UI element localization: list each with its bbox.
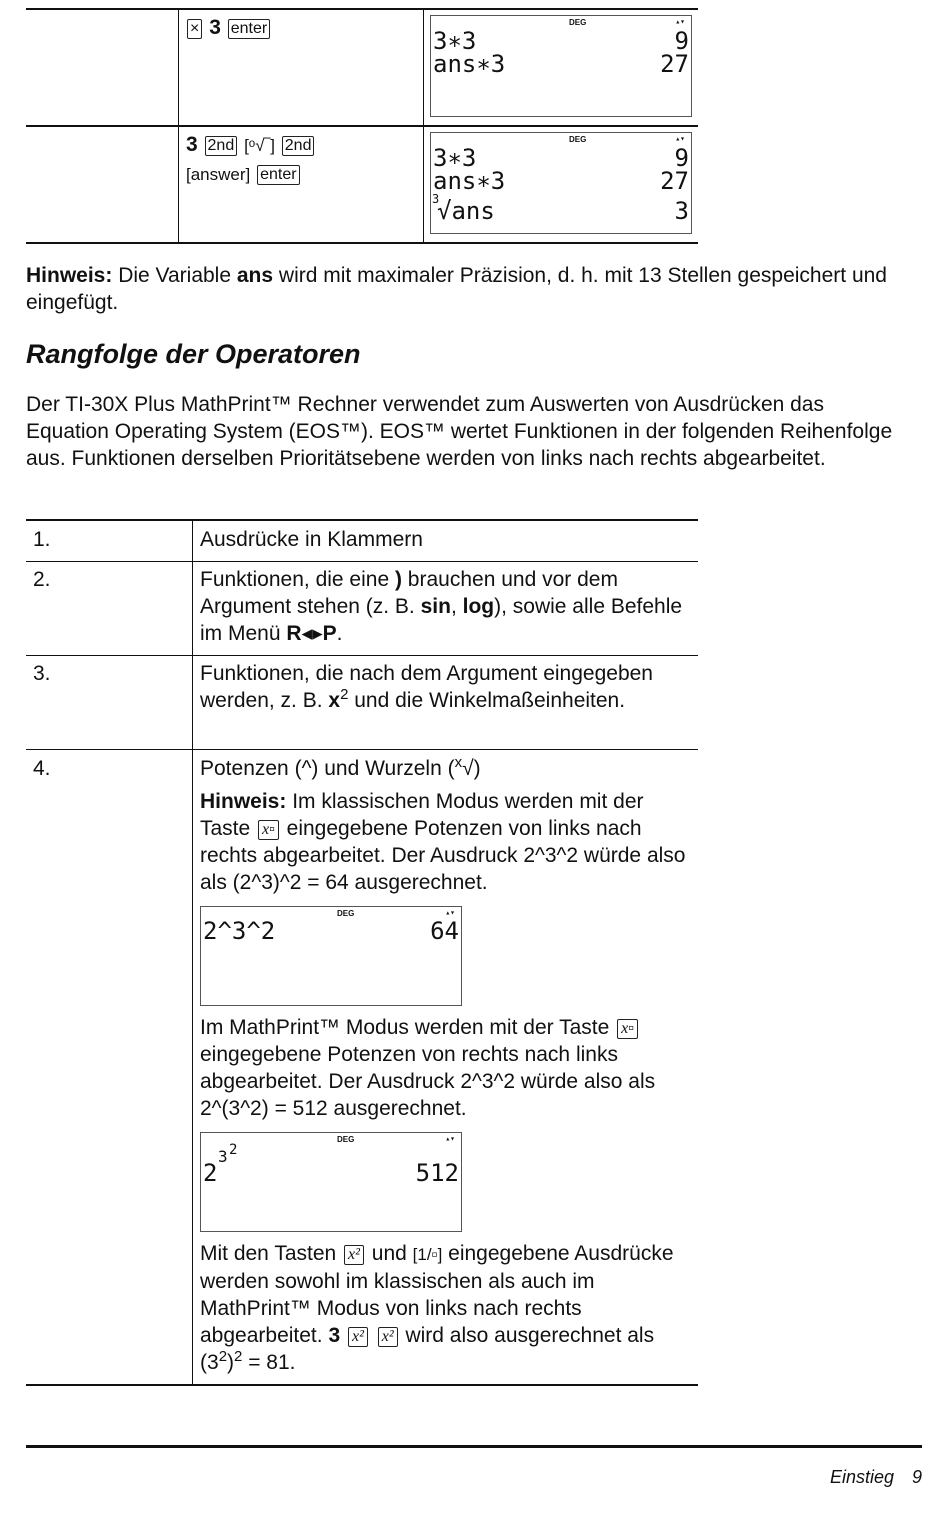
text-fragment: Im MathPrint™ Modus werden mit der Taste (200, 1016, 616, 1039)
text-fragment: Im klassischen Modus werden mit der Taste (200, 790, 644, 840)
deg-indicator: DEG (337, 909, 355, 918)
text-fragment: und die Winkelmaßeinheiten. (348, 689, 626, 712)
text-fragment: Funktionen, die eine (200, 568, 395, 591)
scroll-arrows-icon: ▴▾ (675, 17, 685, 26)
intro-paragraph: Der TI-30X Plus MathPrint™ Rechner verwendet zum Auswerten von Ausdrücken das Equation Operating System (EOS™). EOS™ wertet Funktionen in der folgenden Reihenfolge aus. Funktionen derselben Prioritätsebene werden von links nach rechts abgearbeitet. (26, 393, 893, 470)
text-fragment: eingegebene Ausdrücke werden sowohl im klassischen als auch im MathPrint™ Modus von links nach rechts abgearbeitet. (200, 1242, 674, 1347)
text-fragment: , (450, 595, 463, 618)
row-number: 3. (33, 662, 51, 685)
root-key: [ᵒ√‾] (244, 136, 275, 155)
order-table-bottom-border (26, 1384, 698, 1386)
digit-key-3: 3 (186, 133, 198, 156)
power-key: x▫ (617, 1019, 638, 1039)
order-table-row-border (26, 749, 698, 750)
top-table-mid-border (26, 125, 698, 127)
row-number: 1. (33, 528, 51, 551)
enter-key: enter (228, 19, 270, 39)
row-number: 2. (33, 568, 51, 591)
deg-indicator: DEG (337, 1135, 355, 1144)
screen-exponent: 3 (218, 1147, 228, 1166)
screen-result: 27 (660, 167, 689, 195)
enter-key: enter (257, 165, 299, 185)
note-paragraph (26, 262, 916, 316)
reciprocal-key: [1/▫] (412, 1245, 443, 1264)
second-key: 2nd (205, 136, 238, 156)
order-table-row-border (26, 561, 698, 562)
row-text: Ausdrücke in Klammern (200, 528, 423, 551)
order-table-col-divider (192, 520, 193, 1384)
note-label: Hinweis: (26, 264, 113, 287)
calculator-screen-classic (200, 906, 462, 1006)
screen-expr: 2^3^2 (203, 917, 276, 945)
bold-fragment: log (462, 595, 495, 618)
text-fragment: = 81. (242, 1351, 296, 1374)
row-title (200, 755, 695, 782)
second-key: 2nd (282, 136, 315, 156)
superscript: 2 (340, 686, 349, 703)
bold-fragment: R◂▸P (286, 622, 337, 645)
bold-fragment: ) (394, 568, 402, 591)
scroll-arrows-icon: ▴▾ (445, 1134, 455, 1143)
deg-indicator: DEG (569, 135, 587, 144)
text-fragment: ), sowie alle Befehle im Menü (200, 595, 683, 645)
screen-expr: ans∗3 (433, 167, 506, 195)
row-paragraph-squares (200, 1240, 694, 1376)
digit-key-3: 3 (209, 16, 221, 39)
text-fragment: wird also ausgerechnet als (3 (200, 1324, 655, 1374)
section-heading: Rangfolge der Operatoren (26, 339, 361, 369)
text-fragment: ) (227, 1351, 235, 1374)
screen-result: 3 (674, 197, 689, 225)
screen-exponent-2: 2 (229, 1142, 238, 1158)
screen-root-index: 3 (432, 192, 440, 206)
page-number: 9 (911, 1467, 922, 1487)
row-number: 4. (33, 757, 51, 780)
calculator-screen-2 (430, 132, 692, 234)
row-note (200, 788, 694, 896)
order-table-top-border (26, 519, 698, 521)
screen-expr: 3∗3 (433, 27, 477, 55)
footer-section: Einstieg (829, 1467, 894, 1487)
answer-key: [answer] (186, 165, 251, 184)
screen-result: 64 (430, 917, 459, 945)
bold-fragment: sin (420, 595, 451, 618)
superscript: 2 (218, 1348, 228, 1365)
screen-expr: 3∗3 (433, 144, 477, 172)
text-fragment: Mit den Tasten (200, 1242, 343, 1265)
digit-key-3: 3 (328, 1324, 341, 1347)
scroll-arrows-icon: ▴▾ (445, 908, 455, 917)
text-fragment: eingegebene Potenzen von links nach rechts abgearbeitet. Der Ausdruck 2^3^2 würde also als (2^3)^2 = 64 ausgerechnet. (200, 817, 686, 894)
note-variable: ans (236, 264, 274, 287)
text-fragment: . (336, 622, 343, 645)
row-paragraph-mathprint (200, 1014, 694, 1122)
square-key: x² (378, 1327, 398, 1347)
screen-result: 9 (674, 144, 689, 172)
keystroke-sequence-1 (186, 14, 271, 41)
power-key: x▫ (258, 820, 279, 840)
text-fragment: brauchen und vor dem Argument stehen (z. B. (200, 568, 618, 618)
superscript: x (454, 754, 463, 771)
row-text (200, 566, 692, 647)
calculator-screen-1 (430, 15, 692, 117)
screen-result: 9 (674, 27, 689, 55)
text-fragment: √) (462, 757, 481, 780)
screen-base: 2 (203, 1159, 218, 1187)
note-text: Die Variable (112, 264, 237, 287)
bold-fragment: x (328, 689, 341, 712)
deg-indicator: DEG (569, 18, 587, 27)
multiply-key: × (187, 19, 202, 39)
screen-expr: √ans (437, 197, 495, 225)
calculator-screen-mathprint (200, 1132, 462, 1232)
text-fragment: und (365, 1242, 413, 1265)
screen-expr: ans∗3 (433, 50, 506, 78)
top-table-col-divider-2 (423, 9, 424, 242)
row-text (200, 660, 660, 714)
note-label: Hinweis: (200, 790, 287, 813)
note-text: wird mit maximaler Präzision, d. h. mit 13 Stellen gespeichert und eingefügt. (26, 264, 887, 314)
screen-result: 27 (660, 50, 689, 78)
keystroke-sequence-2 (186, 131, 421, 189)
square-key: x² (348, 1327, 368, 1347)
text-fragment: eingegebene Potenzen von rechts nach links abgearbeitet. Der Ausdruck 2^3^2 würde also als 2^(3^2) = 512 ausgerechnet. (200, 1043, 656, 1120)
top-table-top-border (26, 8, 698, 10)
text-fragment: Potenzen (^) und Wurzeln ( (200, 757, 455, 780)
top-table-col-divider-1 (178, 9, 179, 242)
superscript: 2 (234, 1348, 243, 1365)
page-footer (830, 1464, 922, 1491)
square-key: x² (344, 1245, 364, 1265)
footer-rule (26, 1445, 922, 1448)
scroll-arrows-icon: ▴▾ (675, 134, 685, 143)
text-fragment: Funktionen, die nach dem Argument eingegeben werden, z. B. (200, 662, 653, 712)
top-table-bottom-border (26, 242, 698, 244)
screen-result: 512 (415, 1159, 459, 1187)
order-table-row-border (26, 655, 698, 656)
